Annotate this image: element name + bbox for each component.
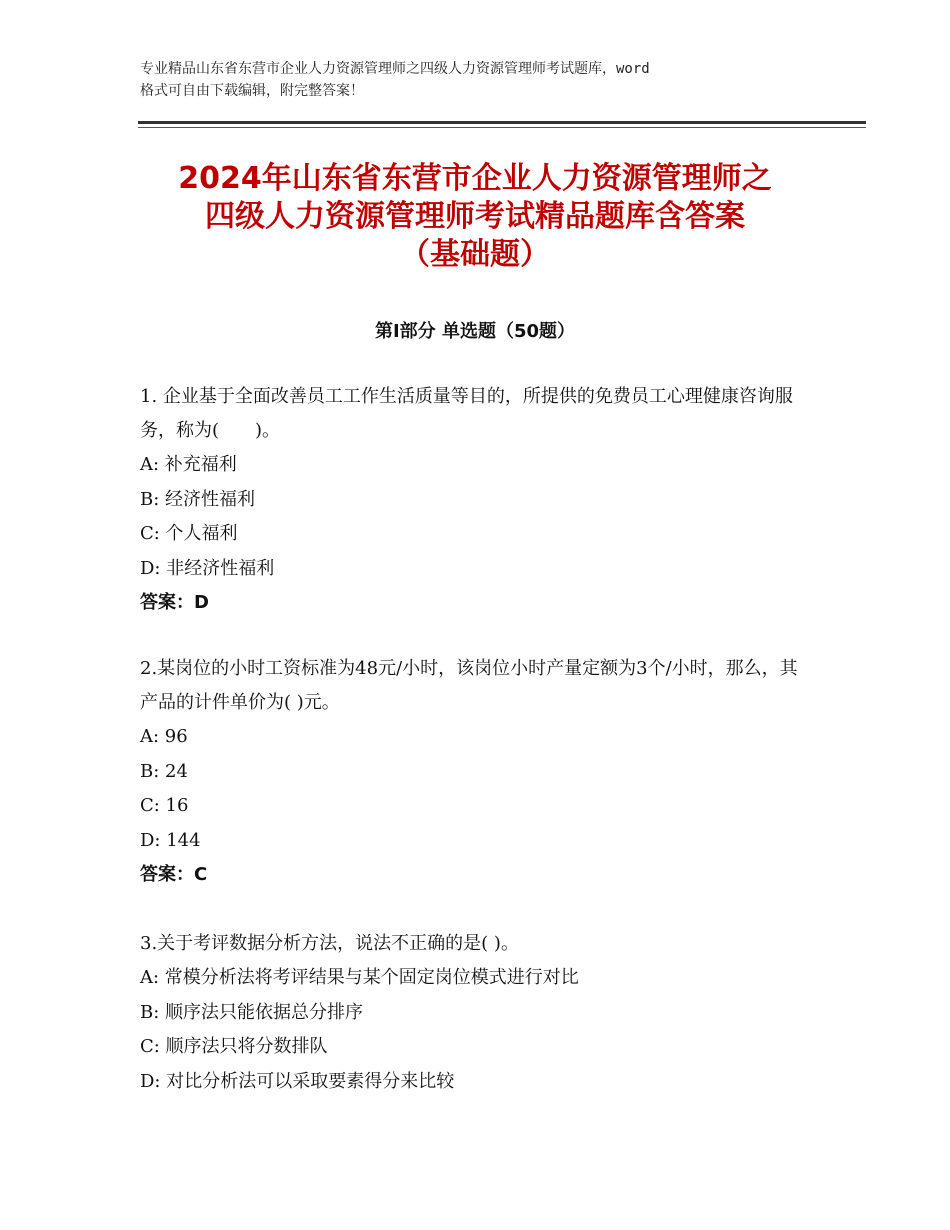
option-c: C: 顺序法只将分数排队 [140,1036,328,1057]
question-stem: 3.关于考评数据分析方法，说法不正确的是( )。 [140,933,519,954]
question-stem: 2.某岗位的小时工资标准为48元/小时，该岗位小时产量定额为3个/小时，那么，其产品的计件单价为( )元。 [140,658,798,713]
header-divider-thick [138,121,866,124]
header-divider-thin [138,127,866,128]
question-stem: 1. 企业基于全面改善员工工作生活质量等目的，所提供的免费员工心理健康咨询服务，称为( )。 [140,386,793,441]
option-c: C: 个人福利 [140,523,238,544]
question-3 [140,927,810,1099]
header-note-line-2: 格式可自由下载编辑，附完整答案！ [140,83,364,99]
document-title [120,160,830,274]
option-c: C: 16 [140,795,189,816]
header-note-line-1: 专业精品山东省东营市企业人力资源管理师之四级人力资源管理师考试题库，word [140,61,650,77]
option-d: D: 144 [140,829,201,851]
option-b: B: 24 [140,760,188,782]
title-line-1: 2024年山东省东营市企业人力资源管理师之 [178,161,772,196]
question-2 [140,652,810,892]
option-a: A: 常模分析法将考评结果与某个固定岗位模式进行对比 [140,967,579,988]
option-d: D: 非经济性福利 [140,557,275,579]
option-d: D: 对比分析法可以采取要素得分来比较 [140,1070,455,1092]
option-a: A: 96 [140,726,188,747]
title-line-3: （基础题） [400,237,550,272]
header-note [140,58,820,102]
question-1 [140,380,810,620]
option-b: B: 经济性福利 [140,488,256,510]
option-b: B: 顺序法只能依据总分排序 [140,1001,364,1023]
answer: 答案：D [140,592,209,613]
answer: 答案：C [140,864,208,885]
option-a: A: 补充福利 [140,454,237,475]
section-heading: 第Ⅰ部分 单选题（50题） [374,321,575,342]
title-line-2: 四级人力资源管理师考试精品题库含答案 [205,199,745,234]
